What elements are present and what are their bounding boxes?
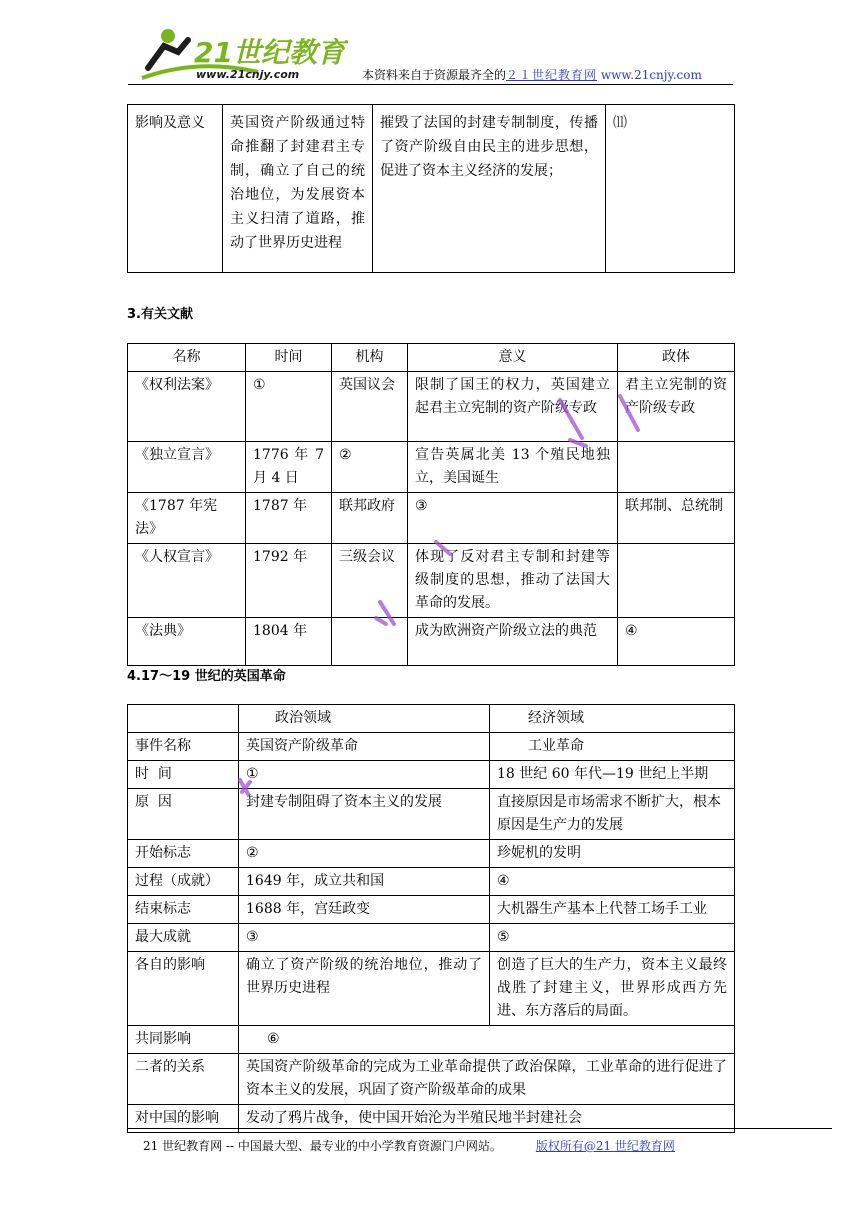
- table-cell: 英国议会: [332, 372, 408, 442]
- table-row: [128, 952, 735, 1026]
- revolution-table: [127, 704, 735, 1133]
- table-cell: ①: [246, 372, 332, 442]
- table-cell: ②: [332, 442, 408, 493]
- table-cell: ⑾: [606, 105, 735, 273]
- table-header-cell: 经济领域: [490, 705, 735, 733]
- table-cell: 二者的关系: [128, 1054, 239, 1105]
- table-cell: 发动了鸦片战争，使中国开始沦为半殖民地半封建社会: [239, 1105, 735, 1133]
- table-cell: 《独立宣言》: [128, 442, 246, 493]
- table-cell: 1787 年: [246, 493, 332, 544]
- header-divider: [128, 84, 733, 85]
- table-cell: 1776 年 7 月 4 日: [246, 442, 332, 493]
- table-row: [128, 1054, 735, 1105]
- table-cell: ④: [490, 868, 735, 896]
- table-cell: 直接原因是市场需求不断扩大，根本原因是生产力的发展: [490, 789, 735, 840]
- table-cell: 英国资产阶级革命的完成为工业革命提供了政治保障，工业革命的进行促进了资本主义的发展，巩固了资产阶级革命的成果: [239, 1054, 735, 1105]
- table-cell: 事件名称: [128, 733, 239, 761]
- table-cell: 大机器生产基本上代替工场手工业: [490, 896, 735, 924]
- table-row: [128, 789, 735, 840]
- table-cell: 最大成就: [128, 924, 239, 952]
- table-header-cell: 政治领域: [239, 705, 490, 733]
- table-row: [128, 733, 735, 761]
- table-cell: 18 世纪 60 年代—19 世纪上半期: [490, 761, 735, 789]
- table-cell: 确立了资产阶级的统治地位，推动了世界历史进程: [239, 952, 490, 1026]
- table-row: [128, 372, 735, 442]
- table-cell: 工业革命: [490, 733, 735, 761]
- site-logo: [138, 22, 348, 84]
- table-cell: 创造了巨大的生产力，资本主义最终战胜了封建主义，世界形成西方先进、东方落后的局面。: [490, 952, 735, 1026]
- table-cell: 封建专制阻碍了资本主义的发展: [239, 789, 490, 840]
- table-cell: 影响及意义: [128, 105, 223, 273]
- documents-table: [127, 343, 735, 666]
- table-header-cell: 机构: [332, 344, 408, 372]
- table-cell: 1792 年: [246, 544, 332, 618]
- table-row: [128, 868, 735, 896]
- table-cell: ⑥: [239, 1026, 735, 1054]
- table-cell: 1688 年，宫廷政变: [239, 896, 490, 924]
- table-cell: [618, 442, 735, 493]
- table-row: [128, 105, 735, 273]
- header-note-prefix: 本资料来自于资源最齐全的: [362, 68, 507, 82]
- table-row: [128, 1026, 735, 1054]
- footer-divider: [128, 1128, 832, 1129]
- table-cell: 联邦制、总统制: [618, 493, 735, 544]
- table-cell: 《1787 年宪法》: [128, 493, 246, 544]
- logo-main-text: 21世纪教育: [194, 36, 345, 69]
- table-header-cell: 政体: [618, 344, 735, 372]
- table-cell: [332, 618, 408, 666]
- table-cell: 联邦政府: [332, 493, 408, 544]
- table-row: [128, 618, 735, 666]
- table-cell: ③: [408, 493, 618, 544]
- table-cell: 对中国的影响: [128, 1105, 239, 1133]
- table-row: [128, 442, 735, 493]
- table-header-row: [128, 344, 735, 372]
- table-cell: 原 因: [128, 789, 239, 840]
- logo-url-text: www.21cnjy.com: [196, 68, 300, 81]
- table-cell: 过程（成就）: [128, 868, 239, 896]
- table-cell: 三级会议: [332, 544, 408, 618]
- table-cell: 宣告英属北美 13 个殖民地独立，美国诞生: [408, 442, 618, 493]
- table-cell: 君主立宪制的资产阶级专政: [618, 372, 735, 442]
- table-cell: 摧毁了法国的封建专制制度，传播了资产阶级自由民主的进步思想，促进了资本主义经济的发展；: [373, 105, 606, 273]
- impact-table: [127, 104, 735, 273]
- table-cell: 时 间: [128, 761, 239, 789]
- table-cell: ④: [618, 618, 735, 666]
- table-cell: 体现了反对君主专制和封建等级制度的思想，推动了法国大革命的发展。: [408, 544, 618, 618]
- section-title-revolution: 4.17～19 世纪的英国革命: [127, 669, 286, 684]
- table-cell: 《法典》: [128, 618, 246, 666]
- footer: [143, 1137, 675, 1154]
- table-cell: 英国资产阶级通过特命推翻了封建君主专制，确立了自己的统治地位，为发展资本主义扫清了道路，推动了世界历史进程: [223, 105, 373, 273]
- table-cell: 结束标志: [128, 896, 239, 924]
- table-cell: 英国资产阶级革命: [239, 733, 490, 761]
- header-note: [362, 66, 702, 83]
- table-header-cell: 名称: [128, 344, 246, 372]
- table-cell: ③: [239, 924, 490, 952]
- footer-copyright-link[interactable]: 版权所有@21 世纪教育网: [535, 1139, 675, 1153]
- table-cell: ①: [239, 761, 490, 789]
- table-header-row: [128, 705, 735, 733]
- table-cell: 《权利法案》: [128, 372, 246, 442]
- table-cell: 1804 年: [246, 618, 332, 666]
- table-row: [128, 761, 735, 789]
- table-row: [128, 896, 735, 924]
- table-cell: [618, 544, 735, 618]
- table-header-cell: 时间: [246, 344, 332, 372]
- table-cell: 各自的影响: [128, 952, 239, 1026]
- section-title-documents: 3.有关文献: [127, 307, 193, 322]
- table-cell: 开始标志: [128, 840, 239, 868]
- header-site-link[interactable]: ２１世纪教育网: [506, 68, 598, 82]
- header-url-link[interactable]: www.21cnjy.com: [600, 68, 702, 82]
- table-header-cell: 意义: [408, 344, 618, 372]
- table-row: [128, 840, 735, 868]
- footer-text: 21 世纪教育网 -- 中国最大型、最专业的中小学教育资源门户网站。: [143, 1139, 502, 1153]
- table-cell: 成为欧洲资产阶级立法的典范: [408, 618, 618, 666]
- table-cell: 珍妮机的发明: [490, 840, 735, 868]
- table-cell: ②: [239, 840, 490, 868]
- table-cell: 《人权宣言》: [128, 544, 246, 618]
- table-cell: 1649 年，成立共和国: [239, 868, 490, 896]
- table-cell: 共同影响: [128, 1026, 239, 1054]
- table-row: [128, 924, 735, 952]
- table-row: [128, 493, 735, 544]
- table-cell: 限制了国王的权力，英国建立起君主立宪制的资产阶级专政: [408, 372, 618, 442]
- table-row: [128, 544, 735, 618]
- table-cell: ⑤: [490, 924, 735, 952]
- table-header-cell: [128, 705, 239, 733]
